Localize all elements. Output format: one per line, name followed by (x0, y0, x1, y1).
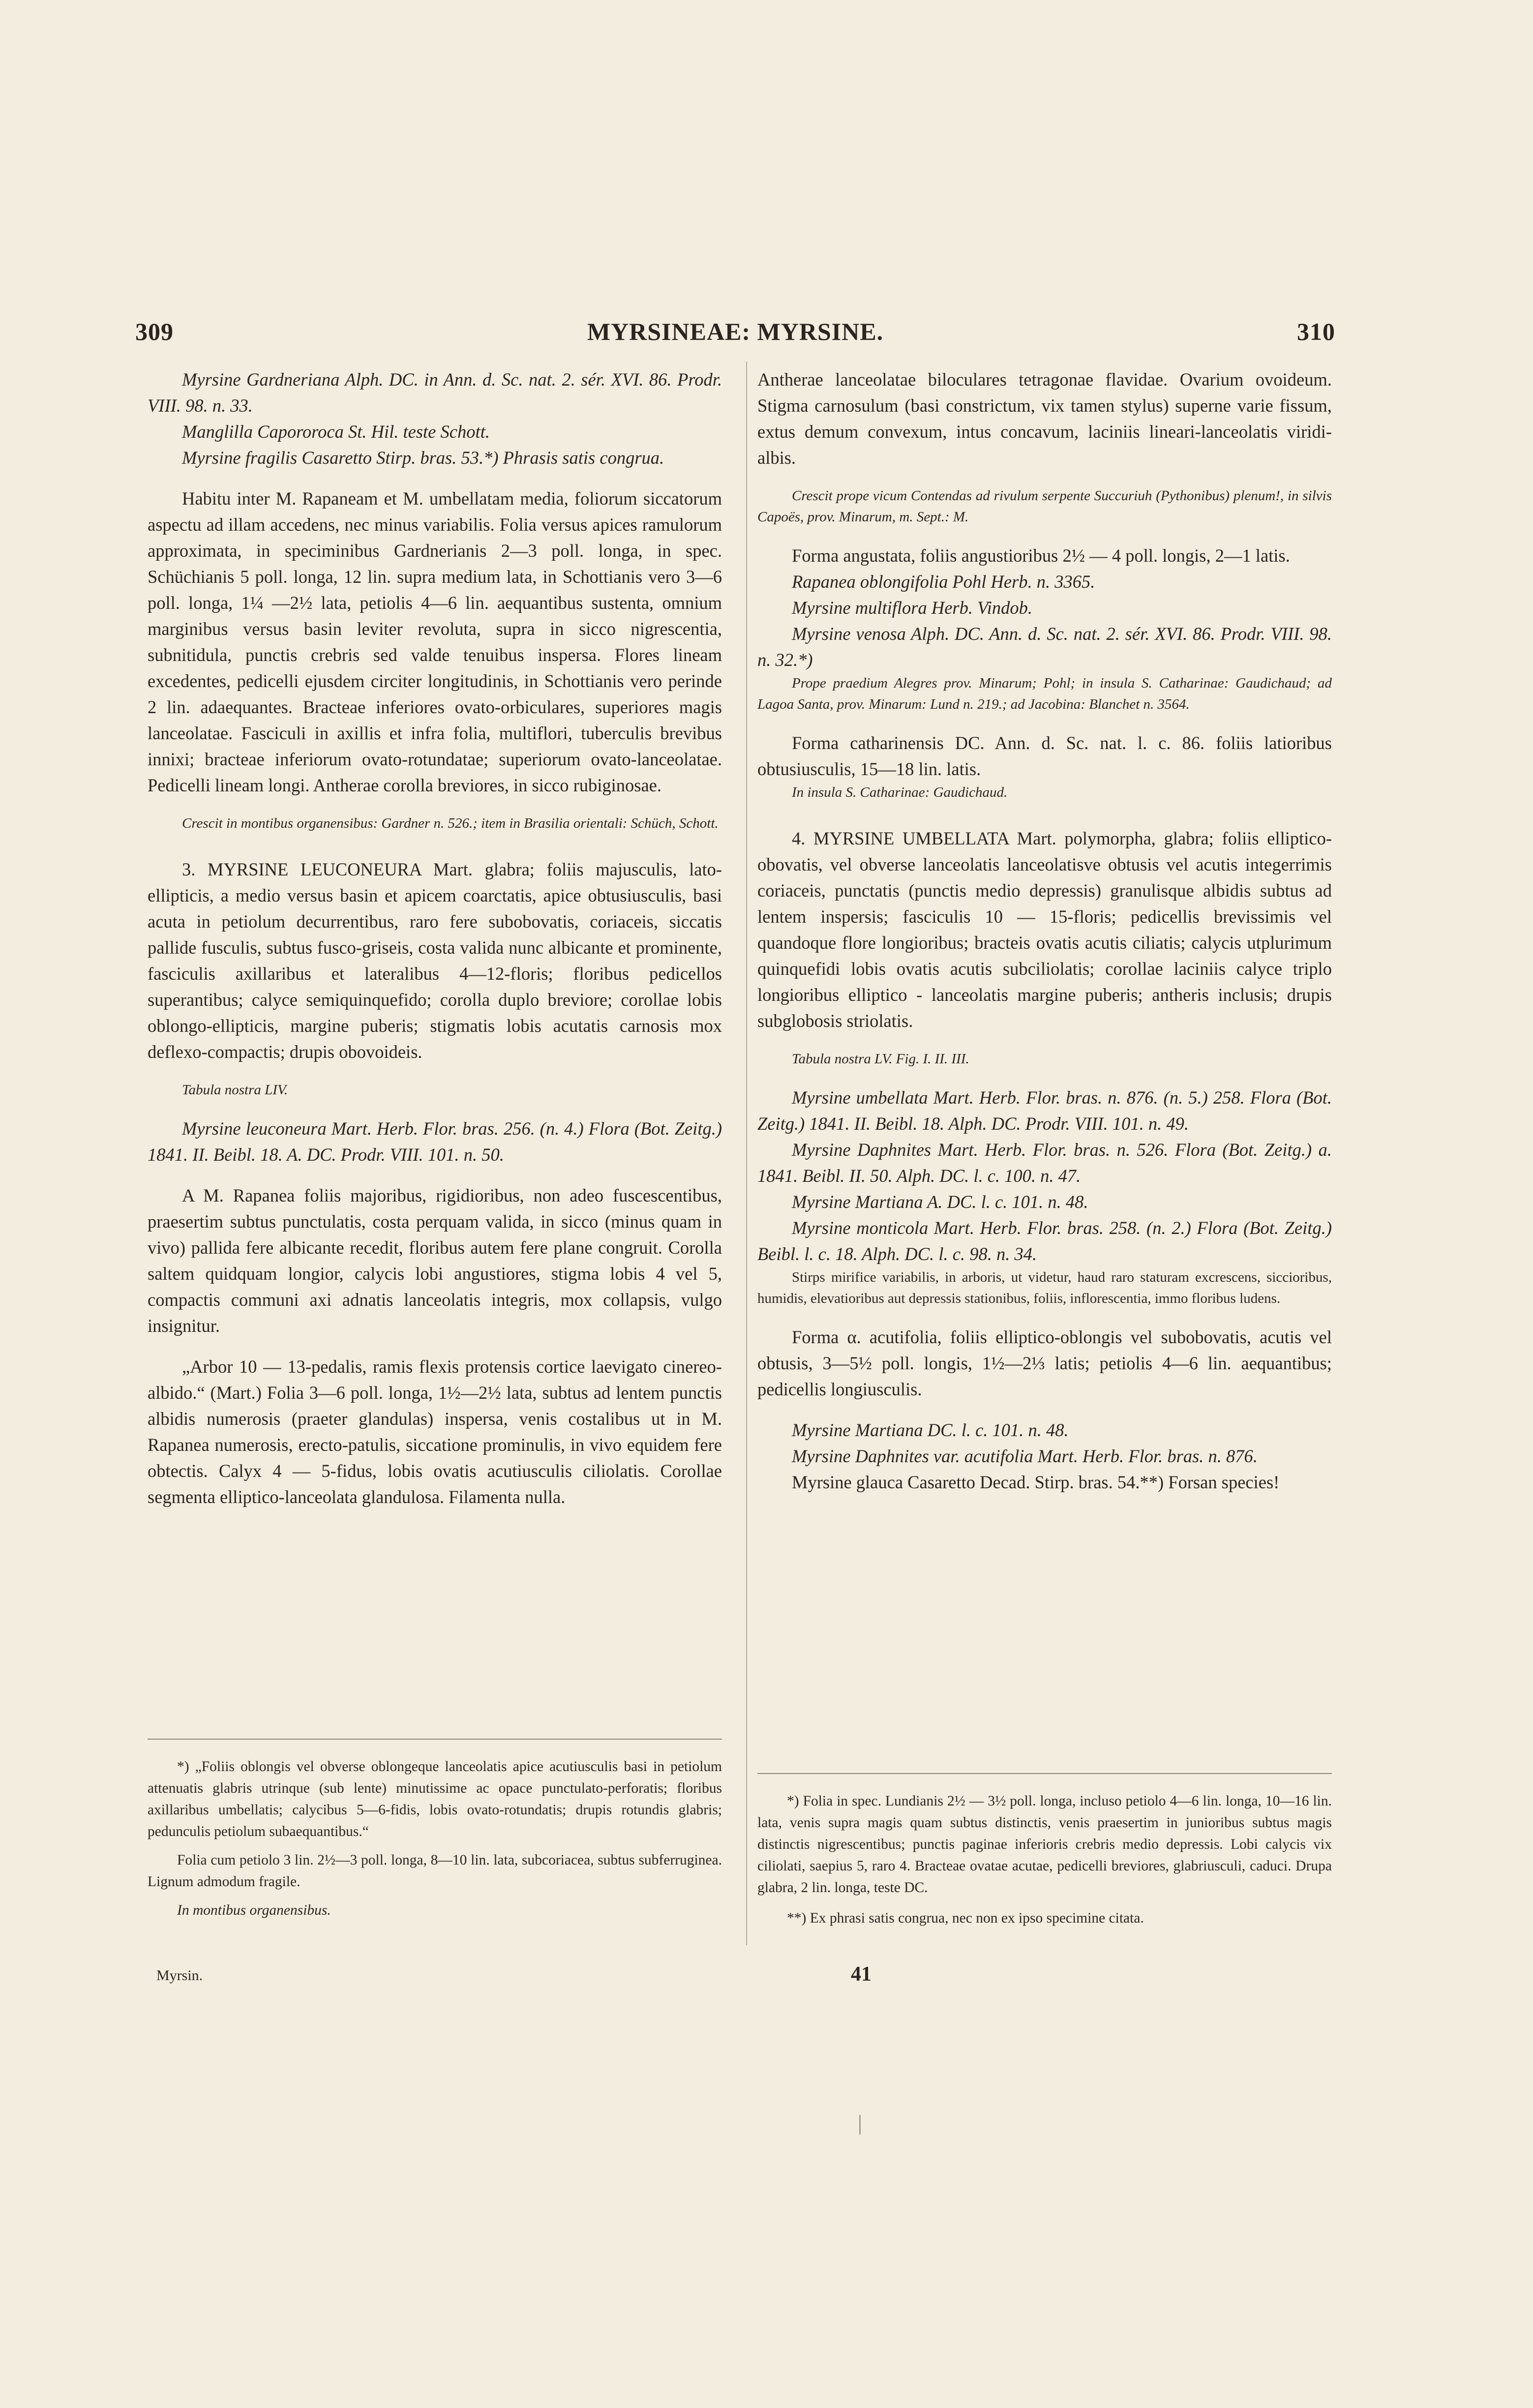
right-column (757, 366, 1332, 1495)
synonym-martiana: Myrsine Martiana A. DC. l. c. 101. n. 48. (792, 1192, 1088, 1212)
locality-note: Crescit in montibus organensibus: Gardner n. 526.; item in Brasilia orientali: Schüch, Schott. (182, 815, 719, 831)
footnote-rule-right (757, 1773, 1332, 1774)
synonym-martiana-dc: Myrsine Martiana DC. l. c. 101. n. 48. (792, 1420, 1069, 1440)
footnote-phrase: *) „Foliis oblongis vel obverse oblongeque lanceolatis apice acutiusculis basi in petiolum attenuatis glabris utrinque (sub lente) minutissime ac opace punctulato-perforatis; floribus axillaribus umbellatis; calycibus 5—6-fidis, lobis ovato-rotundatis; drupis rotundis glabris; pedunculis petiolum subaequantibus.“ (148, 1759, 722, 1839)
synonym-daphnites: Myrsine Daphnites Mart. Herb. Flor. bras. n. 526. Flora (Bot. Zeitg.) a. 1841. Beibl. II. 50. Alph. DC. l. c. 100. n. 47. (757, 1140, 1332, 1186)
arbor-description: „Arbor 10 — 13-pedalis, ramis flexis protensis cortice laevigato cinereo-albido.“ (Mart.) Folia 3—6 poll. longa, 1½—2½ lata, subtus ad lentem punctis albidis numerosis (praeter glandulas) inspersa, venis costalibus ut in M. Rapanea numerosis, erecto-patulis, siccatione prominulis, in vivo equidem fere obtectis. Calyx 4 — 5-fidus, lobis ovatis acutiusculis ciliolatis. Corollae segmenta elliptico-lanceolata glandulosa. Filamenta nulla. (148, 1356, 722, 1507)
species-heading-leuconeura: 3. MYRSINE LEUCONEURA Mart. glabra; foliis majusculis, lato-ellipticis, a medio versus basin et apicem coarctatis, apice obtusiusculis, basi acuta in petiolum decurrentibus, raro fere subobovatis, coriaceis, siccatis pallide fusculis, subtus fusco-griseis, costa valida nunc albicante et prominente, fasciculis axillaribus et lateralibus 4—12-floris; floribus pedicellos superantibus; calyce semiquinquefido; corolla duplo breviore; corollae lobis oblongo-ellipticis, margine puberis; stigmatis lobis acutatis carnosis mox deflexo-compactis; drupis obovoideis. (148, 859, 722, 1062)
plate-reference-lv: Tabula nostra LV. Fig. I. II. III. (792, 1051, 969, 1067)
synonym-gardneriana: Myrsine Gardneriana Alph. DC. in Ann. d. Sc. nat. 2. sér. XVI. 86. Prodr. VIII. 98. n. 33. (148, 369, 722, 416)
forma-acutifolia: Forma α. acutifolia, foliis elliptico-oblongis vel subobovatis, acutis vel obtusis, 3—5½ poll. longis, 1½—2⅓ latis; petiolis 4—6 lin. aequantibus; pedicellis longiusculis. (757, 1327, 1332, 1399)
footnote-lundianis: *) Folia in spec. Lundianis 2½ — 3½ poll. longa, incluso petiolo 4—6 lin. longa, 10—16 lin. lata, venis supra magis quam subtus distinctis, venis praesertim in junioribus subtus magis distinctis nigrescentibus; punctis paginae inferioris crebris medio depressis. Lobi calycis vix ciliolati, saepius 5, raro 4. Bracteae ovatae acutae, pedicelli breviores, glabriusculi, caduci. Drupa glabra, 2 lin. longa, teste DC. (757, 1793, 1332, 1896)
footnote-phrasi: **) Ex phrasi satis congrua, nec non ex ipso specimine citata. (787, 1910, 1144, 1926)
footnote-locality: In montibus organensibus. (177, 1902, 331, 1918)
comparison-paragraph: A M. Rapanea foliis majoribus, rigidioribus, non adeo fuscescentibus, praesertim subtus punctulatis, costa perquam valida, in sicco (minus quam in vivo) pallida fere albicante recedit, floribus autem fere plane congruit. Corolla saltem quidquam longior, calycis lobi angustiores, stigma lobis 4 vel 5, compactis communi axi adnatis lanceolatis integris, mox collapsis, vulgo insignitur. (148, 1185, 722, 1336)
synonym-monticola: Myrsine monticola Mart. Herb. Flor. bras. 258. (n. 2.) Flora (Bot. Zeitg.) Beibl. l. c. 18. Alph. DC. l. c. 98. n. 34. (757, 1218, 1332, 1264)
locality-catharinae: In insula S. Catharinae: Gaudichaud. (792, 784, 1008, 800)
running-title: MYRSINEAE: MYRSINE. (587, 318, 884, 345)
plate-reference: Tabula nostra LIV. (182, 1082, 288, 1098)
page-number-right: 310 (1297, 318, 1335, 345)
left-column (148, 366, 722, 1510)
printer-signature: Myrsin. (156, 1967, 203, 1984)
synonym-leuconeura: Myrsine leuconeura Mart. Herb. Flor. bras. 256. (n. 4.) Flora (Bot. Zeitg.) 1841. II. Beibl. 18. A. DC. Prodr. VIII. 101. n. 50. (148, 1118, 722, 1165)
synonym-fragilis: Myrsine fragilis Casaretto Stirp. bras. 53.*) Phrasis satis congrua. (182, 448, 664, 468)
synonym-glauca: Myrsine glauca Casaretto Decad. Stirp. bras. 54.**) Forsan species! (792, 1472, 1280, 1492)
column-divider (746, 361, 747, 1945)
page-number-left: 309 (135, 318, 174, 345)
synonym-umbellata: Myrsine umbellata Mart. Herb. Flor. bras. n. 876. (n. 5.) 258. Flora (Bot. Zeitg.) 1841. II. Beibl. 18. Alph. DC. Prodr. VIII. 101. n. 49. (757, 1087, 1332, 1134)
locality-alegres: Prope praedium Alegres prov. Minarum; Pohl; in insula S. Catharinae: Gaudichaud; ad Lagoa Santa, prov. Minarum: Lund n. 219.; ad Jacobina: Blanchet n. 3564. (757, 675, 1332, 712)
footnote-folia: Folia cum petiolo 3 lin. 2½—3 poll. longa, 8—10 lin. lata, subcoriacea, subtus subferruginea. Lignum admodum fragile. (148, 1852, 722, 1890)
forma-catharinensis: Forma catharinensis DC. Ann. d. Sc. nat. l. c. 86. foliis latioribus obtusiusculis, 15—18 lin. latis. (757, 733, 1332, 779)
page-header (135, 317, 1335, 352)
left-footnote (148, 1756, 722, 1921)
footnote-rule-left (148, 1739, 722, 1740)
forma-angustata: Forma angustata, foliis angustioribus 2½ — 4 poll. longis, 2—1 latis. (792, 545, 1290, 566)
folio-number: 41 (851, 1963, 872, 1986)
synonym-manglilla: Manglilla Capororoca St. Hil. teste Schott. (182, 421, 490, 442)
synonym-oblongifolia: Rapanea oblongifolia Pohl Herb. n. 3365. (792, 572, 1095, 592)
synonym-venosa: Myrsine venosa Alph. DC. Ann. d. Sc. nat. 2. sér. XVI. 86. Prodr. VIII. 98. n. 32.*) (757, 624, 1332, 670)
variability-note: Stirps mirifice variabilis, in arboris, ut videtur, haud raro staturam excrescens, siccioribus, humidis, elevatioribus aut depressis stationibus, foliis, inflorescentia, immo floribus ludens. (757, 1269, 1332, 1306)
antherae-description: Antherae lanceolatae biloculares tetragonae flavidae. Ovarium ovoideum. Stigma carnosulum (basi constrictum, vix tamen stylus) superne varie fissum, extus demum convexum, intus concavum, laciniis lineari-lanceolatis viridi-albis. (757, 369, 1332, 468)
description-paragraph: Habitu inter M. Rapaneam et M. umbellatam media, foliorum siccatorum aspectu ad illam accedens, nec minus variabilis. Folia versus apices ramulorum approximata, in speciminibus Gardnerianis 2—3 poll. longa, in spec. Schüchianis 5 poll. longa, 12 lin. supra medium lata, in Schottianis vero 3—6 poll. longa, 1¼ —2½ lata, petiolis 4—6 lin. aequantibus sustenta, omnium marginibus versus basin leviter revoluta, supra in sicco nigrescentia, subnitidula, punctis crebris sed valde tenuibus inspersa. Flores lineam excedentes, pedicelli ejusdem circiter longitudinis, in Schottianis vero perinde 2 lin. adaequantes. Bracteae inferiores ovato-orbiculares, superiores magis lanceolatae. Fasciculi in axillis et infra folia, multiflori, tuberculis brevibus innixi; bracteae inferiorum ovato-rotundatae; superiorum ovato-lanceolatae. Pedicelli lineam longi. Antherae corolla breviores, in sicco rubiginosae. (148, 488, 722, 795)
species-heading-umbellata: 4. MYRSINE UMBELLATA Mart. polymorpha, glabra; foliis elliptico-obovatis, vel obverse lanceolatis lanceolatisve obtusis vel acutis integerrimis coriaceis, punctatis (punctis medio depressis) granulisque albidis subtus ad lentem inspersis; fasciculis 10 — 15-floris; pedicellis brevissimis vel quandoque flore longioribus; bracteis ovatis acutis ciliatis; calycis utplurimum quinquefidi lobis ovatis acutis subciliolatis; corollae laciniis calyce triplo longioribus elliptico - lanceolatis margine puberis; antheris inclusis; drupis subglobosis striolatis. (757, 828, 1332, 1031)
synonym-multiflora: Myrsine multiflora Herb. Vindob. (792, 598, 1032, 618)
right-footnote (757, 1790, 1332, 1929)
synonym-daphnites-var: Myrsine Daphnites var. acutifolia Mart. Herb. Flor. bras. n. 876. (792, 1446, 1258, 1466)
paper-speck (859, 2115, 861, 2135)
locality-contendas: Crescit prope vicum Contendas ad rivulum serpente Succuriuh (Pythonibus) plenum!, in silvis Capoës, prov. Minarum, m. Sept.: M. (757, 488, 1332, 525)
